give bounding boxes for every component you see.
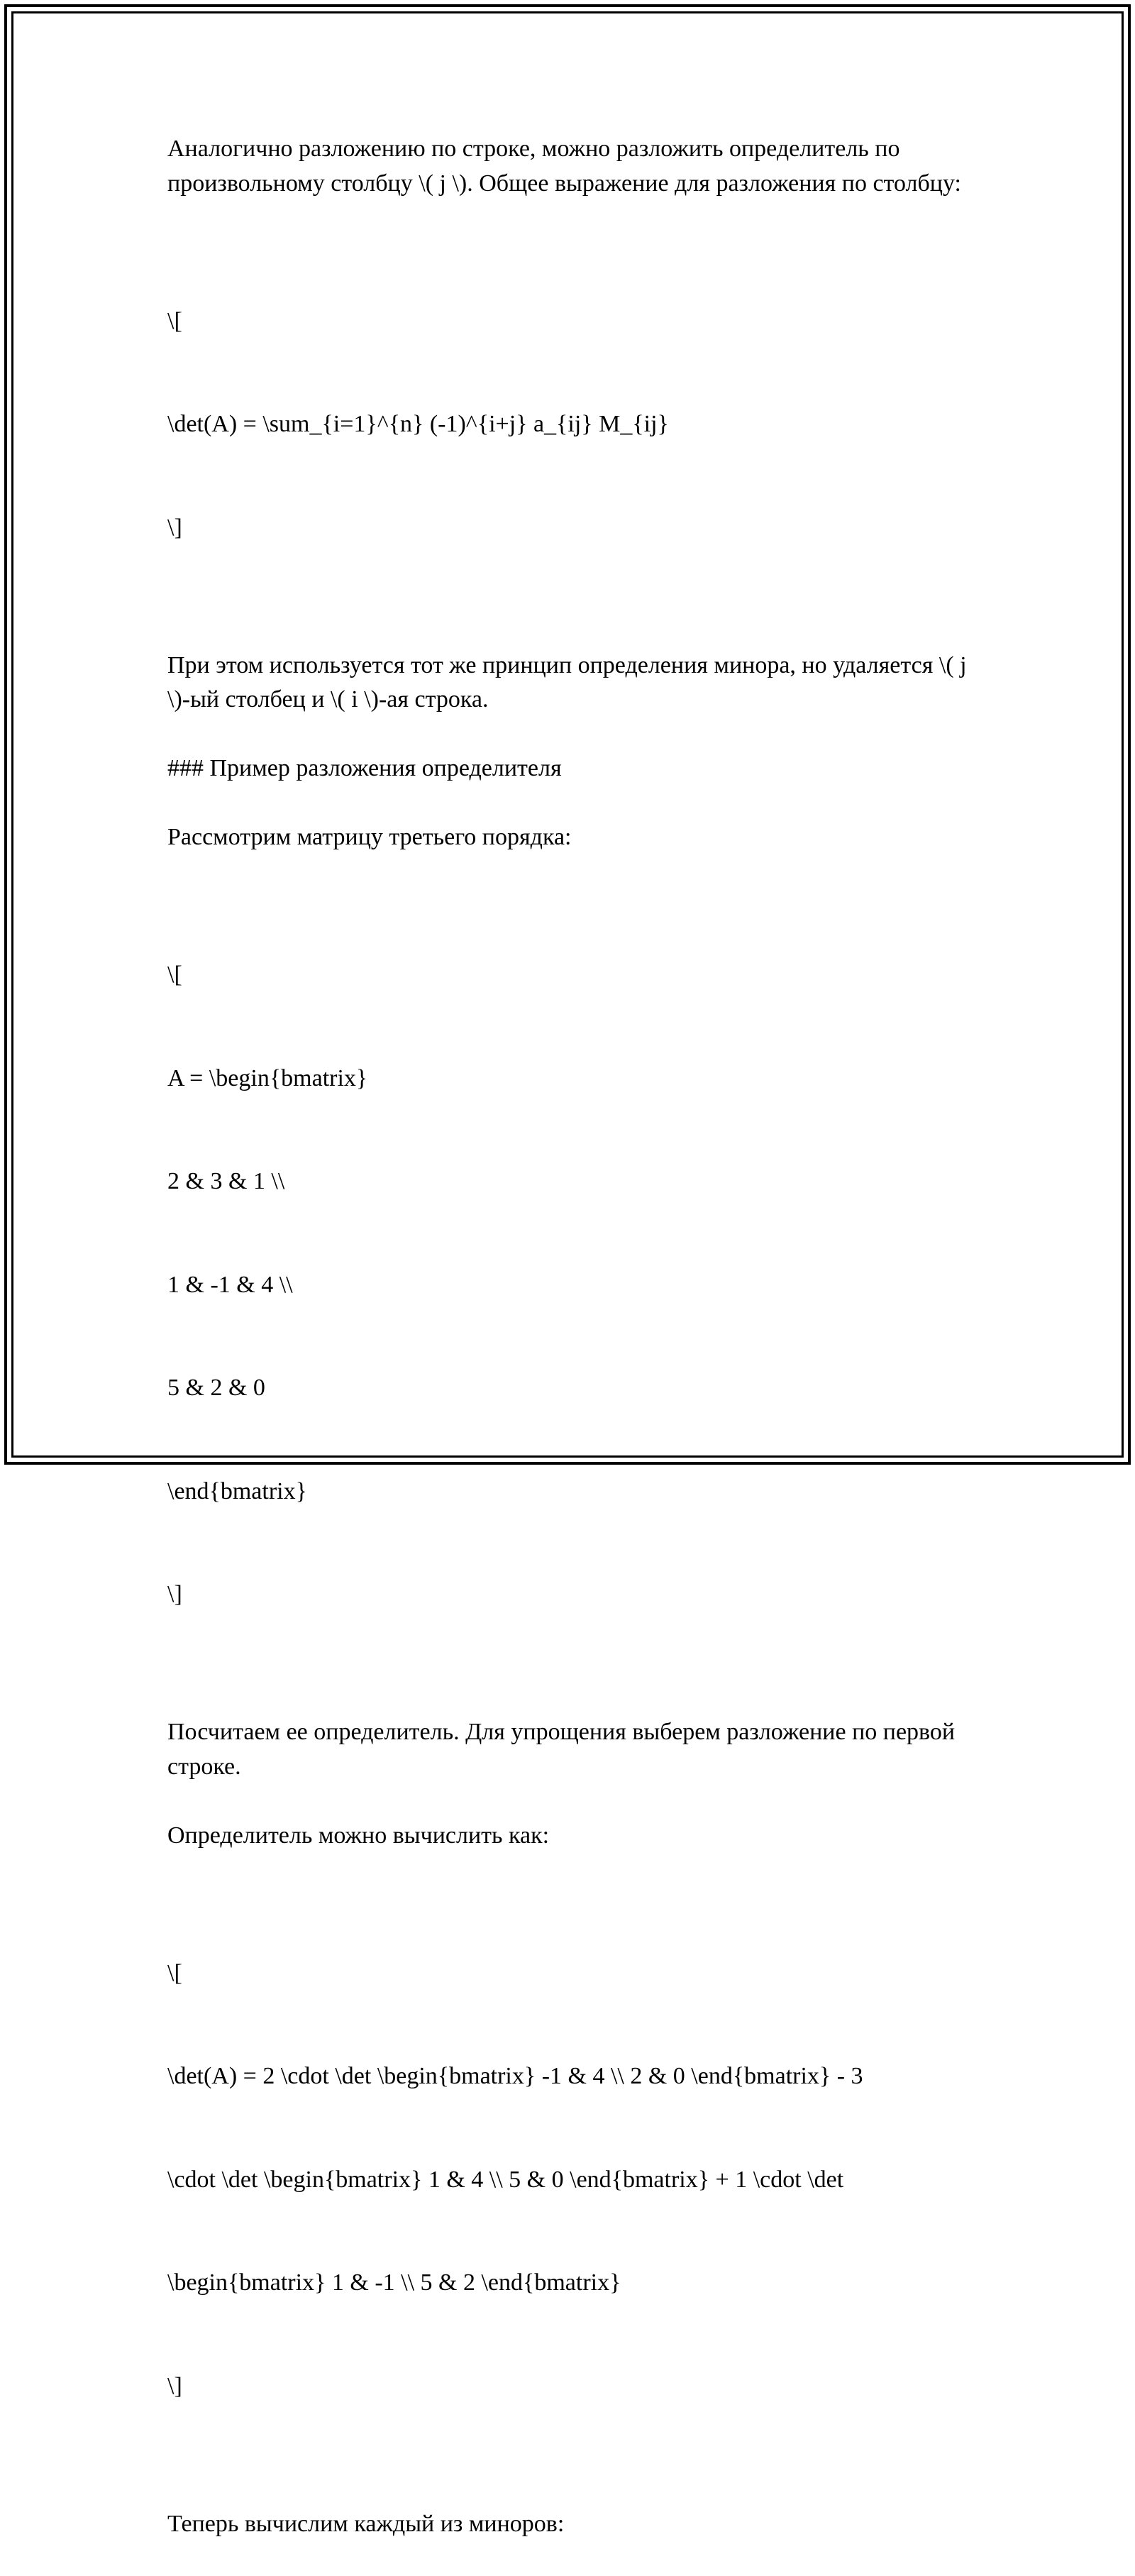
formula-line: \det(A) = \sum_{i=1}^{n} (-1)^{i+j} a_{ij} M_{ij} (167, 411, 669, 437)
formula-line: \[ (167, 307, 182, 334)
formula-line: 1 & -1 & 4 \\ (167, 1271, 293, 1298)
formula-det-expansion (167, 1888, 976, 2473)
paragraph-compute-determinant: Посчитаем ее определитель. Для упрощения выберем разложение по первой строке. (167, 1719, 956, 1780)
formula-line: \cdot \det \begin{bmatrix} 1 & 4 \\ 5 & 0 \end{bmatrix} + 1 \cdot \det (167, 2166, 844, 2193)
paragraph-column-expansion: Аналогично разложению по строке, можно разложить определитель по произвольному столбцу \( j \). Общее выражение для разложения по столбцу: (167, 136, 961, 197)
formula-line: A = \begin{bmatrix} (167, 1064, 368, 1091)
formula-line: \[ (167, 1959, 182, 1986)
formula-det-column-sum (167, 236, 976, 615)
formula-line: \end{bmatrix} (167, 1477, 307, 1504)
formula-line: \begin{bmatrix} 1 & -1 \\ 5 & 2 \end{bmatrix} (167, 2269, 621, 2296)
paragraph-compute-minors: Теперь вычислим каждый из миноров: (167, 2510, 565, 2537)
section-heading-example: ### Пример разложения определителя (167, 755, 562, 781)
paragraph-determinant-as: Определитель можно вычислить как: (167, 1822, 550, 1849)
formula-matrix-a (167, 889, 976, 1681)
formula-line: \] (167, 2372, 182, 2399)
formula-line: \] (167, 514, 182, 541)
formula-line: 5 & 2 & 0 (167, 1375, 265, 1401)
formula-line: \det(A) = 2 \cdot \det \begin{bmatrix} -1 & 4 \\ 2 & 0 \end{bmatrix} - 3 (167, 2063, 863, 2089)
formula-line: \[ (167, 962, 182, 988)
paragraph-minor-principle: При этом используется тот же принцип определения минора, но удаляется \( j \)-ый столбец и \( i \)-ая строка. (167, 651, 967, 712)
document-body (167, 132, 976, 2576)
formula-line: 2 & 3 & 1 \\ (167, 1168, 285, 1194)
formula-line: \] (167, 1581, 182, 1607)
paragraph-consider-matrix: Рассмотрим матрицу третьего порядка: (167, 824, 572, 850)
